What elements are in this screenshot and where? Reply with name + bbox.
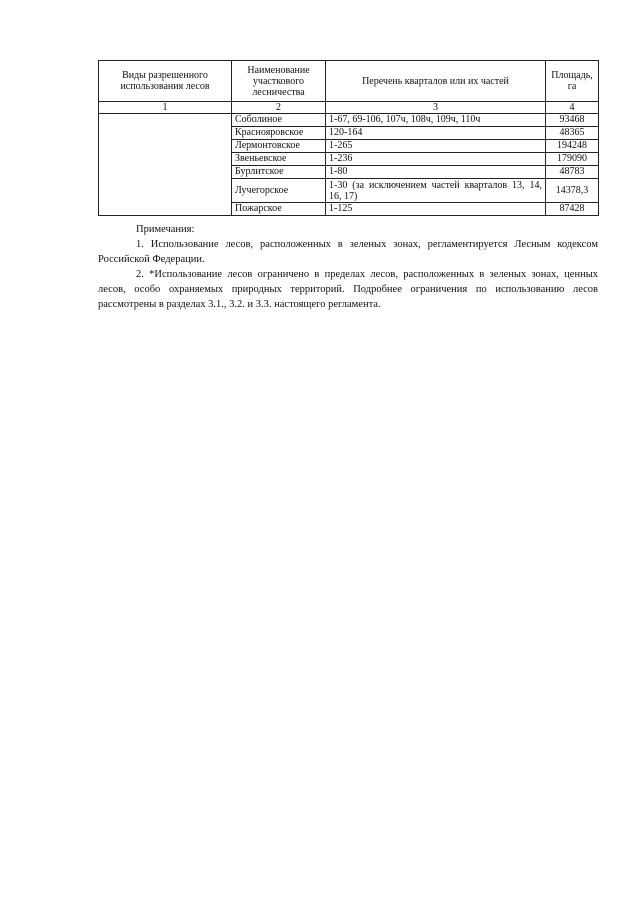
- forestry-name: Лермонтовское: [232, 140, 326, 153]
- note-item: 1. Использование лесов, расположенных в зеленых зонах, регламентируется Лесным кодексом Российской Федерации.: [98, 239, 598, 265]
- quarters-cell: 1-265: [326, 140, 546, 153]
- column-number: 1: [99, 102, 232, 114]
- forestry-name: Краснояровское: [232, 127, 326, 140]
- area-cell: 93468: [546, 114, 599, 127]
- area-cell: 14378,3: [546, 179, 599, 203]
- header-area: Площадь, га: [546, 61, 599, 102]
- quarters-cell: 1-236: [326, 153, 546, 166]
- forestry-name: Соболиное: [232, 114, 326, 127]
- quarters-cell: 1-30 (за исключением частей кварталов 13, 14, 16, 17): [326, 179, 546, 203]
- forestry-name: Лучегорское: [232, 179, 326, 203]
- column-number: 4: [546, 102, 599, 114]
- header-use-types: Виды разрешенного использования лесов: [99, 61, 232, 102]
- header-quarters-list: Перечень кварталов или их частей: [326, 61, 546, 102]
- column-number: 2: [232, 102, 326, 114]
- quarters-cell: 120-164: [326, 127, 546, 140]
- notes-section: [98, 222, 598, 312]
- forest-use-table: [98, 60, 599, 216]
- note-item: 2. *Использование лесов ограничено в пределах лесов, расположенных в зеленых зонах, ценных лесов, особо охраняемых природных территорий. Подробнее ограничения по использованию лесов рассмотрены в разделах 3.1., 3.2. и 3.3. настоящего регламента.: [98, 269, 598, 310]
- use-type-cell: [99, 114, 232, 216]
- forestry-name: Бурлитское: [232, 166, 326, 179]
- area-cell: 194248: [546, 140, 599, 153]
- table-header-row: [99, 61, 599, 102]
- column-number: 3: [326, 102, 546, 114]
- forestry-name: Пожарское: [232, 203, 326, 216]
- forestry-name: Звеньевское: [232, 153, 326, 166]
- area-cell: 48783: [546, 166, 599, 179]
- area-cell: 48365: [546, 127, 599, 140]
- quarters-cell: 1-67, 69-106, 107ч, 108ч, 109ч, 110ч: [326, 114, 546, 127]
- notes-heading: Примечания:: [136, 224, 195, 235]
- column-number-row: [99, 102, 599, 114]
- table-row: [99, 114, 599, 127]
- header-forestry-name: Наименование участкового лесничества: [232, 61, 326, 102]
- area-cell: 179090: [546, 153, 599, 166]
- quarters-cell: 1-80: [326, 166, 546, 179]
- quarters-cell: 1-125: [326, 203, 546, 216]
- area-cell: 87428: [546, 203, 599, 216]
